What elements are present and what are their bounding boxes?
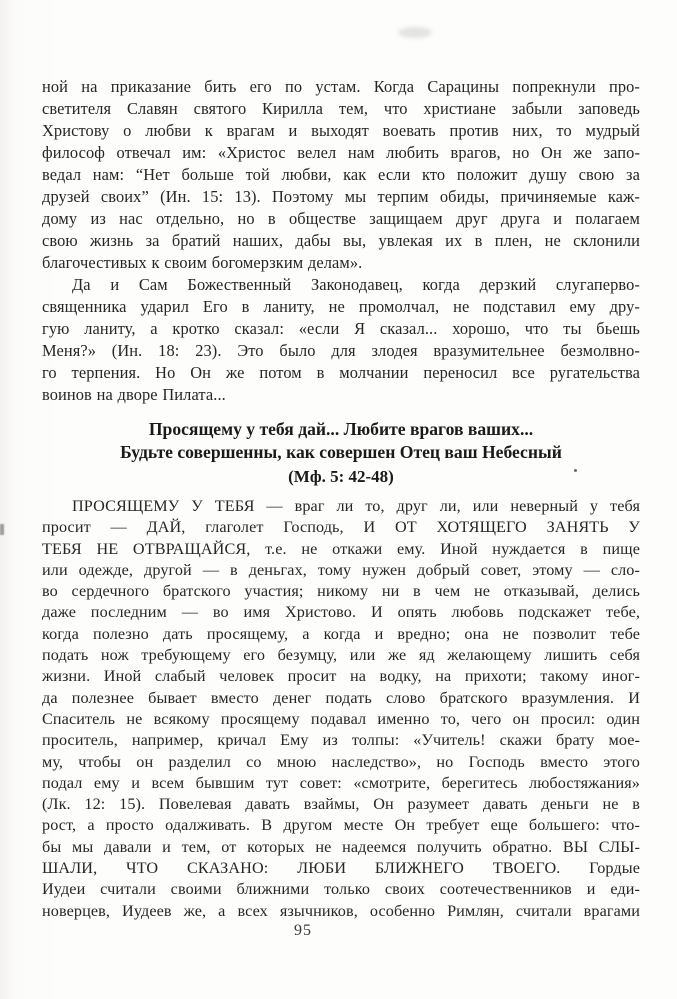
text-line: подал ему и всем бывшим тут совет: «смотрите, берегитесь любостяжания»	[42, 773, 640, 792]
text-line: Меня?» (Ин. 18: 23). Это было для злодея вразумительнее безмолвно-	[42, 341, 640, 360]
paragraph-continuation	[42, 76, 640, 274]
text-line: Спаситель не всякому просящему подавал именно то, чего он просил: один	[42, 709, 640, 728]
text-line: воинов на дворе Пилата...	[42, 385, 226, 404]
text-line: новерцев, Иудеев же, а всех язычников, особенно Римлян, считали врагами	[42, 901, 640, 920]
text-line: благочестивых к своим богомерзким делам».	[42, 253, 363, 272]
heading-line: Будьте совершенны, как совершен Отец ваш Небесный	[120, 441, 562, 462]
text-line: ПРОСЯЩЕМУ У ТЕБЯ — враг ли то, друг ли, или неверный у тебя	[72, 497, 640, 515]
scripture-reference: (Мф. 5: 42-48)	[288, 467, 394, 486]
text-line: Да и Сам Божественный Законодавец, когда дерзкий слугаперво-	[72, 275, 640, 294]
text-line: ведал нам: “Нет больше той любви, как если кто положит душу свою за	[42, 165, 640, 184]
text-line: ШАЛИ, ЧТО СКАЗАНО: ЛЮБИ БЛИЖНЕГО ТВОЕГО. Гордые	[42, 859, 640, 878]
text-line: проситель, например, кричал Ему из толпы: «Учитель! скажи брату мое-	[42, 731, 640, 750]
text-line: жизни. Иной слабый человек просит на водку, на прихоти; такому иног-	[42, 667, 640, 686]
text-line: (Лк. 12: 15). Повелевая давать взаймы, Он разумеет давать деньги не в	[42, 795, 640, 814]
text-line: бы мы давали и тем, от которых не надеемся получить обратно. ВЫ СЛЫ-	[42, 837, 640, 856]
section-heading	[42, 418, 640, 488]
text-line: дому из нас отдельно, но в обществе защищаем друг друга и полагаем	[42, 209, 640, 228]
text-line: ТЕБЯ НЕ ОТВРАЩАЙСЯ, т.е. не откажи ему. Иной нуждается в пище	[42, 539, 640, 558]
text-line: философ отвечал им: «Христос велел нам любить врагов, но Он же запо-	[42, 143, 640, 162]
text-line: когда полезно дать просящему, а когда и вредно; она не позволит тебе	[42, 624, 640, 643]
page-number: 95	[294, 922, 312, 939]
text-line: или одежде, другой — в деньгах, тому нужен добрый совет, этому — сло-	[42, 560, 640, 579]
paragraph-2	[42, 274, 640, 406]
text-line: друзей своих” (Ин. 15: 13). Поэтому мы терпим обиды, причиняемые каж-	[42, 187, 640, 206]
paragraph-3	[42, 496, 640, 922]
text-line: да полезнее бывает вместо денег подать слово братского вразумления. И	[42, 688, 640, 707]
scan-edge-mark	[0, 524, 4, 535]
text-line: священника ударил Его в ланиту, не промолчал, не подставил ему дру-	[42, 297, 640, 316]
text-line: Христову о любви к врагам и выходят воевать против них, то мудрый	[42, 121, 640, 140]
heading-line: Просящему у тебя дай... Любите врагов ваших...	[148, 419, 534, 439]
text-line: просит — ДАЙ, глаголет Господь, И ОТ ХОТЯЩЕГО ЗАНЯТЬ У	[42, 518, 640, 537]
text-line: рост, а просто одалживать. В другом месте Он требует еще большего: что-	[42, 816, 640, 835]
text-line: Иудеи считали своими ближними только своих соотечественников и еди-	[42, 880, 640, 899]
text-line: светителя Славян святого Кирилла тем, что христиане забыли заповедь	[42, 99, 640, 118]
text-line: му, чтобы он разделил со мною наследство», но Господь вместо этого	[42, 752, 640, 771]
text-line: во сердечного братского участия; никому ни в чем не отказывай, делись	[42, 582, 640, 601]
text-line: подать нож требующему его безумцу, или же яд желающему лишить себя	[42, 646, 640, 665]
text-line: го терпения. Но Он же потом в молчании переносил все ругательства	[42, 363, 640, 382]
text-line: даже последним — во имя Христово. И опять любовь подскажет тебе,	[42, 603, 640, 622]
text-line: свою жизнь за братий наших, дабы вы, увлекая их в плен, не склонили	[42, 231, 640, 250]
text-line: ной на приказание бить его по устам. Когда Сарацины попрекнули про-	[42, 77, 640, 96]
text-line: гую ланиту, а кротко сказал: «если Я сказал... хорошо, что ты бьешь	[42, 319, 640, 338]
scan-smudge	[398, 27, 432, 38]
